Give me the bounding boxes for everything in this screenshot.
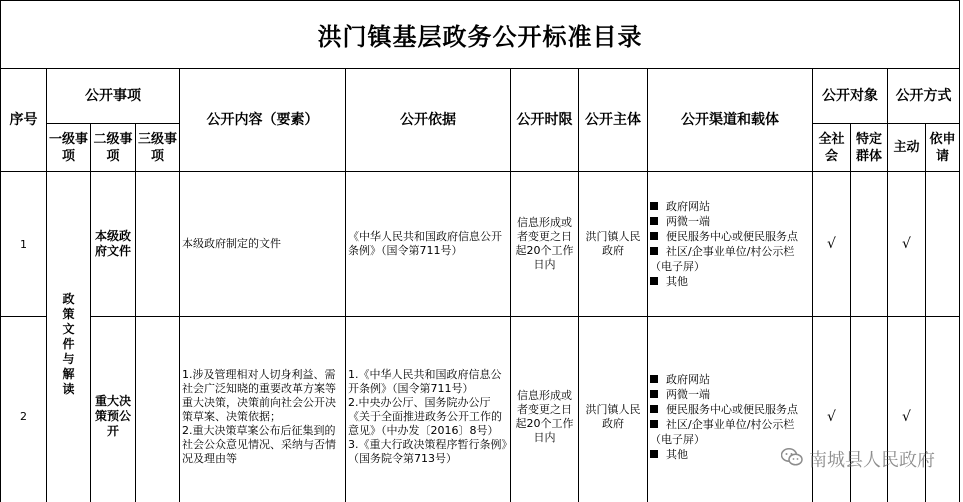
- level1-merged-cell: 政策文件与解读: [47, 172, 91, 502]
- row-target-all: √: [813, 317, 851, 502]
- row-seq: 2: [1, 317, 47, 502]
- header-time-limit: 公开时限: [511, 69, 579, 172]
- table-row: [1, 317, 960, 502]
- header-method-active: 主动: [888, 124, 926, 172]
- square-bullet-icon: [650, 277, 658, 285]
- header-content: 公开内容（要素）: [180, 69, 346, 172]
- square-bullet-icon: [650, 202, 658, 210]
- channel-item: 两微一端: [650, 387, 810, 402]
- content-item: 本级政府制定的文件: [182, 237, 281, 250]
- row-seq: 1: [1, 172, 47, 317]
- channel-item: 便民服务中心或便民服务点: [650, 402, 810, 417]
- table-row: [1, 172, 960, 317]
- channel-item: 社区/企事业单位/村公示栏（电子屏）: [650, 245, 795, 273]
- row-method-active: √: [888, 172, 926, 317]
- header-method: 公开方式: [888, 69, 960, 124]
- square-bullet-icon: [650, 247, 658, 255]
- channel-item: 政府网站: [650, 199, 810, 214]
- channel-item: 政府网站: [650, 372, 810, 387]
- watermark-text: 南城县人民政府: [809, 450, 935, 471]
- square-bullet-icon: [650, 375, 658, 383]
- header-seq: 序号: [1, 69, 47, 172]
- header-basis: 公开依据: [346, 69, 511, 172]
- row-time-limit: 信息形成或者变更之日起20个工作日内: [511, 172, 579, 317]
- header-method-apply: 依申请: [926, 124, 960, 172]
- row-subject: 洪门镇人民政府: [579, 172, 648, 317]
- row-time-limit: 信息形成或者变更之日起20个工作日内: [511, 317, 579, 502]
- header-row-1: [1, 69, 960, 124]
- channel-item: 社区/企事业单位/村公示栏（电子屏）: [650, 417, 795, 446]
- square-bullet-icon: [650, 232, 658, 240]
- square-bullet-icon: [650, 420, 658, 428]
- square-bullet-icon: [650, 217, 658, 225]
- row-level3: [136, 317, 180, 502]
- row-subject: 洪门镇人民政府: [579, 317, 648, 502]
- channel-item: 其他: [650, 447, 810, 462]
- page-title: 洪门镇基层政务公开标准目录: [1, 1, 960, 69]
- wechat-icon: [781, 447, 803, 472]
- channel-item: 便民服务中心或便民服务点: [650, 229, 810, 244]
- square-bullet-icon: [650, 405, 658, 413]
- row-content: [180, 172, 346, 317]
- header-channel: 公开渠道和载体: [648, 69, 813, 172]
- row-target-specific: [851, 317, 888, 502]
- header-target: 公开对象: [813, 69, 888, 124]
- header-matters: 公开事项: [47, 69, 180, 124]
- channel-item: 两微一端: [650, 214, 810, 229]
- row-method-apply: [926, 317, 960, 502]
- basis-item: 《中华人民共和国政府信息公开条例》（国令第711号）: [348, 230, 502, 257]
- row-basis: [346, 317, 511, 502]
- content-item: 1.涉及管理相对人切身利益、需社会广泛知晓的重要改革方案等重大决策，决策前向社会公开决策草案、决策依据；: [182, 367, 336, 423]
- header-level1: 一级事项: [47, 124, 91, 172]
- watermark: [781, 446, 935, 472]
- row-level2: 重大决策预公开: [91, 317, 136, 502]
- channel-item: 其他: [650, 274, 810, 289]
- header-target-specific: 特定群体: [851, 124, 888, 172]
- header-target-all: 全社会: [813, 124, 851, 172]
- square-bullet-icon: [650, 390, 658, 398]
- header-level2: 二级事项: [91, 124, 136, 172]
- row-channels: [648, 172, 813, 317]
- row-basis: [346, 172, 511, 317]
- content-item: 2.重大决策草案公布后征集到的社会公众意见情况、采纳与否情况及理由等: [182, 423, 336, 465]
- row-level2: 本级政府文件: [91, 172, 136, 317]
- row-target-specific: [851, 172, 888, 317]
- basis-item: 2.中央办公厅、国务院办公厅《关于全面推进政务公开工作的意见》（中办发〔2016〕8号）: [348, 395, 502, 437]
- header-level3: 三级事项: [136, 124, 180, 172]
- basis-item: 3.《重大行政决策程序暂行条例》（国务院令第713号）: [348, 437, 507, 465]
- row-channels: [648, 317, 813, 502]
- square-bullet-icon: [650, 450, 658, 458]
- row-content: [180, 317, 346, 502]
- row-method-active: √: [888, 317, 926, 502]
- row-target-all: √: [813, 172, 851, 317]
- row-level3: [136, 172, 180, 317]
- row-method-apply: [926, 172, 960, 317]
- title-row: [1, 1, 960, 69]
- basis-item: 1.《中华人民共和国政府信息公开条例》（国令第711号）: [348, 367, 502, 395]
- header-subject: 公开主体: [579, 69, 648, 172]
